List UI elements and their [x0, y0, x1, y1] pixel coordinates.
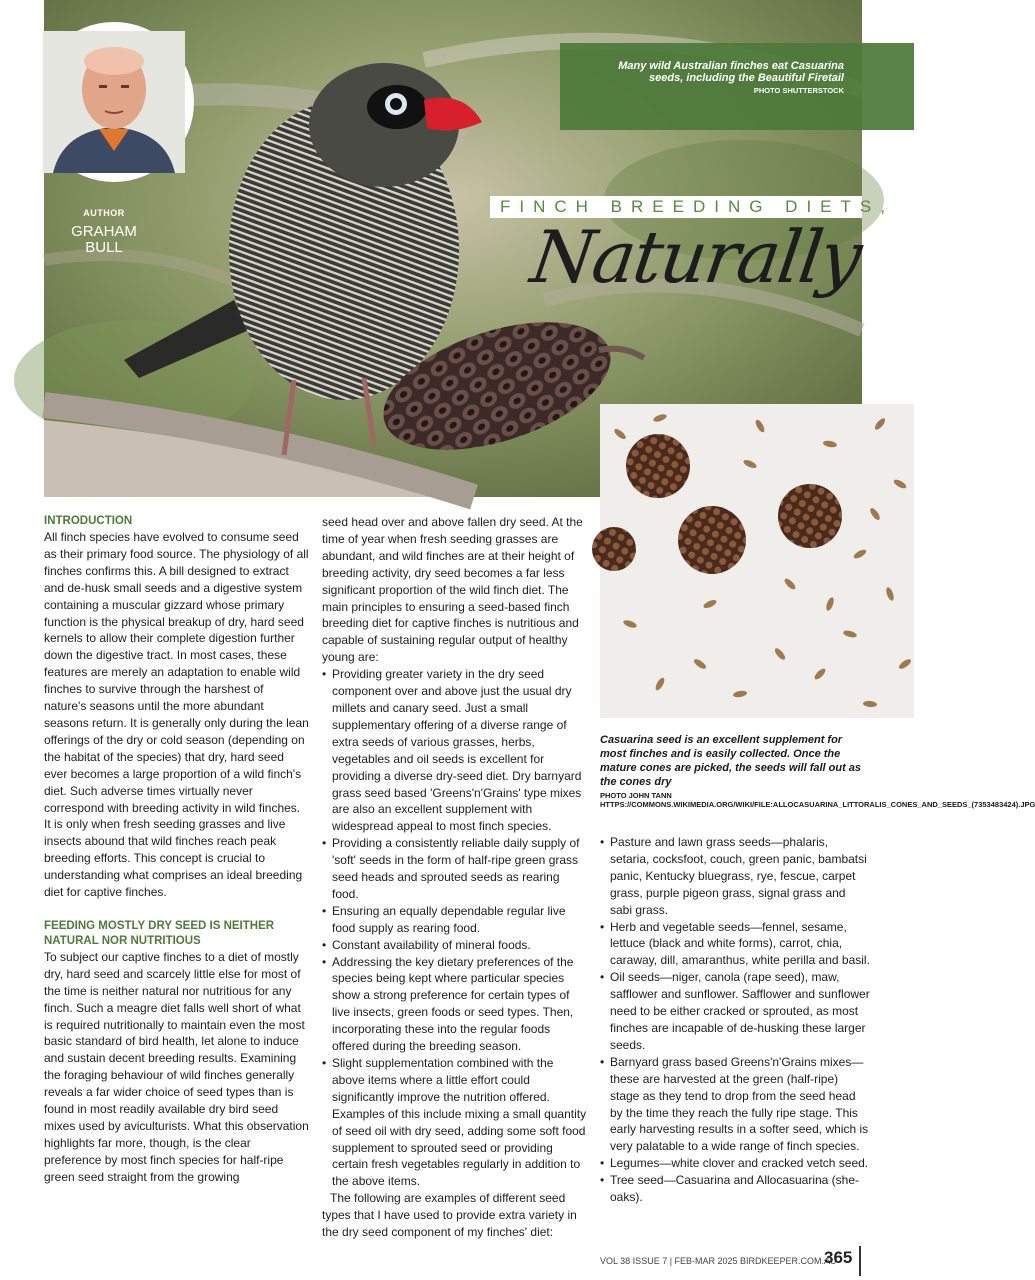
principles-list	[322, 666, 587, 1190]
author-name	[56, 224, 152, 256]
intro-heading: INTRODUCTION	[44, 515, 133, 527]
hero-caption	[600, 60, 844, 97]
article-column-2	[322, 514, 587, 1241]
author-first-name: GRAHAM	[71, 223, 137, 240]
list-item: • Tree seed—Casuarina and Allocasuarina (she-oaks).	[600, 1172, 870, 1206]
section2-paragraph: To subject our captive finches to a diet of mostly dry, hard seed and scarcely little else for most of the time is neither natural nor nutritious for any finch. Such a meagre diet falls well short of what is required nutritionally to maintain even the most basic standard of bird health, let alone to induce and sustain decent breeding results. Examining the foraging behaviour of wild finches generally reveals a far wider choice of seed types than is found in most readily available dry bird seed mixes used by aviculturists. What this observation highlights far more, though, is the clear preference by most finch species for half-ripe green seed straight from the growing	[44, 949, 309, 1184]
page-number: 365	[824, 1248, 853, 1267]
article-column-1	[44, 514, 309, 1186]
author-label: AUTHOR	[83, 208, 125, 218]
seed-photo	[600, 404, 914, 718]
list-item: • Constant availability of mineral foods.	[322, 937, 587, 954]
footer-rule	[859, 1246, 861, 1276]
list-item: • Herb and vegetable seeds—fennel, sesame, lettuce (black and white forms), carrot, chia, caraway, dill, amaranthus, white perilla and basil.	[600, 919, 870, 970]
list-item: • Ensuring an equally dependable regular live food supply as rearing food.	[322, 903, 587, 937]
page-footer	[600, 1246, 860, 1280]
list-item: • Addressing the key dietary preferences of the species being kept where particular species show a strong preference for certain types of live insects, green foods or seed types. Then, incorporating these into the regular foods offered during the breeding season.	[322, 954, 587, 1055]
list-item: • Barnyard grass based Greens'n'Grains mixes—these are harvested at the green (half-ripe) stage as they tend to drop from the seed head by the time they reach the fully ripe stage. This early harvesting results in a softer seed, which is very palatable to a wide range of finch species.	[600, 1054, 870, 1155]
hero-caption-text: Many wild Australian finches eat Casuarina seeds, including the Beautiful Firetail	[618, 60, 844, 84]
seed-types-list	[600, 834, 870, 1206]
hero-credit: PHOTO SHUTTERSTOCK	[753, 86, 844, 95]
intro-paragraph: All finch species have evolved to consume seed as their primary food source. The physiology of all finches confirms this. A bill designed to extract and de-husk small seeds and a digestive system containing a muscular gizzard whose primary function is the physical breakup of dry, hard seed kernels to allow their complete digestion further down the digestive tract. In most cases, these features are merely an adaptation to enable wild finches to survive through the harshest of nature's seasons until the more abundant seasons return. It is generally only during the lean offerings of the dry or cold season (depending on the habitat of the species) that dry, hard seed ever becomes a large proportion of a wild finch's diet. Such adverse times virtually never correspond with breeding activity in wild finches. It is only when fresh seeding grasses and live insects abound that wild finches reach peak breeding efforts. This concept is crucial to understanding what comprises an ideal breeding diet for captive finches.	[44, 530, 309, 900]
list-item: • Providing greater variety in the dry seed component over and above just the usual dry millets and canary seed. Just a small supplementary offering of a diverse range of extra seeds of various grasses, herbs, vegetables and oil seeds is excellent for providing a diverse dry-seed diet. Dry barnyard grass seed based 'Greens'n'Grains' type mixes are also an excellent supplement with widespread appeal to most finch species.	[322, 666, 587, 835]
title-kicker: FINCH BREEDING DIETS,	[490, 196, 862, 218]
casuarina-cones-illustration	[600, 404, 914, 718]
author-photo-frame	[34, 22, 194, 182]
author-photo	[43, 31, 185, 173]
list-item: • Oil seeds—niger, canola (rape seed), maw, safflower and sunflower. Safflower and sunflower need to be either cracked or sprouted, as most finches are incapable of de-husking these larger seeds.	[600, 969, 870, 1054]
seed-photo-credit: PHOTO JOHN TANN HTTPS://COMMONS.WIKIMEDIA.ORG/WIKI/FILE:ALLOCASUARINA_LITTORALIS_CONES_AND_SEEDS_(7353483424).JPG	[600, 791, 1035, 809]
section2-paragraph-continued: seed head over and above fallen dry seed. At the time of year when fresh seeding grasses are abundant, and wild finches are at their height of breeding activity, dry seed becomes a far less significant proportion of the wild finch diet. The main principles to ensuring a seed-based finch breeding diet for captive finches is nutritious and capable of sustaining regular output of healthy young are:	[322, 515, 583, 665]
examples-intro: The following are examples of different seed types that I have used to provide extra variety in the dry seed component of my finches' diet:	[322, 1191, 577, 1240]
section2-heading: FEEDING MOSTLY DRY SEED IS NEITHER NATURAL NOR NUTRITIOUS	[44, 919, 275, 947]
list-item: • Providing a consistently reliable daily supply of 'soft' seeds in the form of half-ripe green grass seed heads and sprouted seeds as rearing food.	[322, 835, 587, 903]
list-item: • Legumes—white clover and cracked vetch seed.	[600, 1155, 870, 1172]
site-url: BIRDKEEPER.COM.AU	[740, 1256, 837, 1266]
issue-info: VOL 38 ISSUE 7 | FEB-MAR 2025	[600, 1256, 738, 1266]
author-last-name: BULL	[85, 239, 123, 256]
page-title: Naturally	[526, 215, 866, 299]
list-item: • Pasture and lawn grass seeds—phalaris, setaria, cocksfoot, couch, green panic, bambatsi panic, Kentucky bluegrass, rye, fescue, carpet grass, purple pigeon grass, signal grass and sabi grass.	[600, 834, 870, 919]
seed-photo-caption: Casuarina seed is an excellent supplement for most finches and is easily collected. Once the mature cones are picked, the seeds will fall out as the cones dry	[600, 734, 862, 788]
list-item: • Slight supplementation combined with the above items where a little effort could significantly improve the nutrition offered. Examples of this include mixing a small quantity of seed oil with dry seed, adding some soft food supplement to sprouted seed or providing certain fresh vegetables regularly in addition to the above items.	[322, 1055, 587, 1190]
article-column-3	[600, 834, 870, 1206]
